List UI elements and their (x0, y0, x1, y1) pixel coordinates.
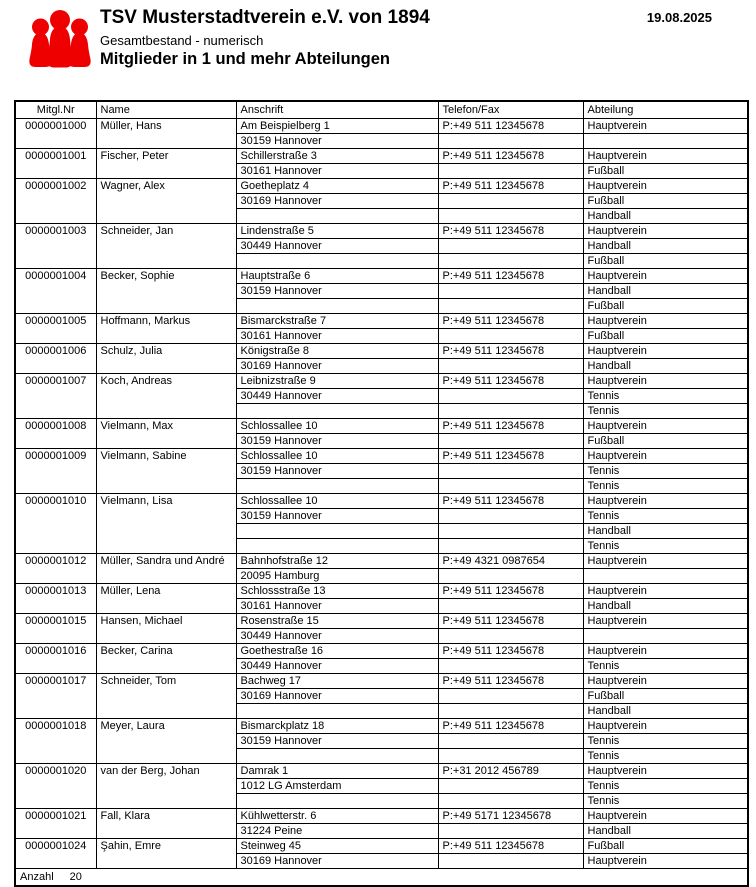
department-cell (583, 134, 748, 149)
member-name-cell: van der Berg, Johan (96, 764, 236, 809)
address-line-cell: 30169 Hannover (236, 194, 438, 209)
table-header-row (15, 101, 748, 119)
member-name-cell: Vielmann, Sabine (96, 449, 236, 494)
department-cell: Hauptverein (583, 719, 748, 734)
address-line-cell: Lindenstraße 5 (236, 224, 438, 239)
address-line-cell: 30169 Hannover (236, 689, 438, 704)
phone-cell (438, 464, 583, 479)
address-line-cell: 30159 Hannover (236, 734, 438, 749)
member-name-cell: Müller, Lena (96, 584, 236, 614)
department-cell: Fußball (583, 254, 748, 269)
phone-cell (438, 284, 583, 299)
member-number-cell: 0000001005 (15, 314, 96, 344)
department-cell: Fußball (583, 329, 748, 344)
phone-cell (438, 854, 583, 869)
phone-cell: P:+49 511 12345678 (438, 419, 583, 434)
member-name-cell: Fischer, Peter (96, 149, 236, 179)
phone-cell: P:+49 5171 12345678 (438, 809, 583, 824)
total-count-cell (15, 869, 748, 887)
address-line-cell: Bachweg 17 (236, 674, 438, 689)
phone-cell (438, 134, 583, 149)
address-line-cell (236, 704, 438, 719)
phone-cell (438, 359, 583, 374)
member-number-cell: 0000001003 (15, 224, 96, 269)
department-cell: Tennis (583, 479, 748, 494)
phone-cell (438, 329, 583, 344)
department-cell: Fußball (583, 299, 748, 314)
phone-cell (438, 404, 583, 419)
member-number-cell: 0000001021 (15, 809, 96, 839)
address-line-cell: Schlossallee 10 (236, 494, 438, 509)
department-cell: Hauptverein (583, 344, 748, 359)
member-name-cell: Meyer, Laura (96, 719, 236, 764)
phone-cell: P:+49 511 12345678 (438, 374, 583, 389)
member-name-cell: Müller, Hans (96, 119, 236, 149)
member-name-cell: Müller, Sandra und André (96, 554, 236, 584)
member-number-cell: 0000001004 (15, 269, 96, 314)
member-number-cell: 0000001016 (15, 644, 96, 674)
phone-cell (438, 524, 583, 539)
address-line-cell (236, 749, 438, 764)
member-number-cell: 0000001018 (15, 719, 96, 764)
member-row (15, 494, 748, 509)
phone-cell: P:+49 511 12345678 (438, 614, 583, 629)
department-cell: Handball (583, 209, 748, 224)
member-number-cell: 0000001008 (15, 419, 96, 449)
phone-cell: P:+49 511 12345678 (438, 224, 583, 239)
phone-cell (438, 479, 583, 494)
department-cell: Hauptverein (583, 119, 748, 134)
member-row (15, 269, 748, 284)
member-row (15, 119, 748, 134)
department-cell: Hauptverein (583, 374, 748, 389)
report-subtitle: Gesamtbestand - numerisch (100, 33, 264, 48)
department-cell (583, 629, 748, 644)
department-cell: Hauptverein (583, 269, 748, 284)
member-row (15, 419, 748, 434)
member-name-cell: Becker, Carina (96, 644, 236, 674)
address-line-cell: 30161 Hannover (236, 329, 438, 344)
address-line-cell (236, 209, 438, 224)
member-row (15, 809, 748, 824)
member-name-cell: Vielmann, Lisa (96, 494, 236, 554)
department-cell: Tennis (583, 389, 748, 404)
department-cell: Hauptverein (583, 584, 748, 599)
address-line-cell (236, 539, 438, 554)
report-header (0, 0, 756, 100)
club-members-pawns-icon (26, 8, 94, 70)
address-line-cell (236, 794, 438, 809)
address-line-cell: Hauptstraße 6 (236, 269, 438, 284)
address-line-cell: 1012 LG Amsterdam (236, 779, 438, 794)
department-cell: Hauptverein (583, 614, 748, 629)
club-title: TSV Musterstadtverein e.V. von 1894 (100, 7, 430, 28)
department-cell: Hauptverein (583, 674, 748, 689)
address-line-cell: 30159 Hannover (236, 509, 438, 524)
member-number-cell: 0000001001 (15, 149, 96, 179)
phone-cell: P:+49 511 12345678 (438, 149, 583, 164)
total-count-label: Anzahl (20, 870, 54, 883)
department-cell: Fußball (583, 689, 748, 704)
department-cell: Hauptverein (583, 224, 748, 239)
address-line-cell: 30159 Hannover (236, 284, 438, 299)
department-cell: Hauptverein (583, 764, 748, 779)
phone-cell (438, 539, 583, 554)
phone-cell: P:+49 511 12345678 (438, 269, 583, 284)
member-name-cell: Schneider, Jan (96, 224, 236, 269)
address-line-cell (236, 254, 438, 269)
address-line-cell: Leibnizstraße 9 (236, 374, 438, 389)
department-cell: Tennis (583, 464, 748, 479)
report-date: 19.08.2025 (646, 10, 712, 25)
phone-cell: P:+49 511 12345678 (438, 314, 583, 329)
address-line-cell: Bismarckstraße 7 (236, 314, 438, 329)
members-table (14, 100, 749, 887)
phone-cell (438, 209, 583, 224)
member-row (15, 149, 748, 164)
department-cell: Hauptverein (583, 854, 748, 869)
member-number-cell: 0000001024 (15, 839, 96, 869)
phone-cell: P:+49 511 12345678 (438, 584, 583, 599)
address-line-cell (236, 479, 438, 494)
address-line-cell: 30159 Hannover (236, 434, 438, 449)
phone-cell (438, 509, 583, 524)
address-line-cell: Schlossallee 10 (236, 419, 438, 434)
department-cell: Fußball (583, 194, 748, 209)
member-row (15, 584, 748, 599)
department-cell: Handball (583, 284, 748, 299)
member-name-cell: Koch, Andreas (96, 374, 236, 419)
address-line-cell: 30449 Hannover (236, 239, 438, 254)
phone-cell: P:+49 511 12345678 (438, 494, 583, 509)
phone-cell: P:+49 511 12345678 (438, 449, 583, 464)
address-line-cell: Schlossstraße 13 (236, 584, 438, 599)
column-header-abteilung: Abteilung (583, 101, 748, 119)
department-cell: Handball (583, 704, 748, 719)
member-number-cell: 0000001015 (15, 614, 96, 644)
address-line-cell: 30449 Hannover (236, 629, 438, 644)
phone-cell (438, 779, 583, 794)
department-cell: Hauptverein (583, 449, 748, 464)
phone-cell (438, 704, 583, 719)
address-line-cell: 30169 Hannover (236, 854, 438, 869)
phone-cell (438, 794, 583, 809)
member-name-cell: Vielmann, Max (96, 419, 236, 449)
department-cell: Handball (583, 359, 748, 374)
phone-cell: P:+49 511 12345678 (438, 119, 583, 134)
member-number-cell: 0000001006 (15, 344, 96, 374)
department-cell: Hauptverein (583, 644, 748, 659)
address-line-cell: Königstraße 8 (236, 344, 438, 359)
department-cell: Fußball (583, 839, 748, 854)
department-cell: Tennis (583, 734, 748, 749)
member-row (15, 764, 748, 779)
column-header-mitglnr: Mitgl.Nr (15, 101, 96, 119)
member-name-cell: Hansen, Michael (96, 614, 236, 644)
department-cell (583, 569, 748, 584)
phone-cell (438, 164, 583, 179)
header-titles (100, 6, 430, 70)
member-row (15, 644, 748, 659)
department-cell: Tennis (583, 509, 748, 524)
member-name-cell: Becker, Sophie (96, 269, 236, 314)
department-cell: Tennis (583, 404, 748, 419)
member-number-cell: 0000001010 (15, 494, 96, 554)
address-line-cell: Damrak 1 (236, 764, 438, 779)
phone-cell: P:+49 511 12345678 (438, 839, 583, 854)
department-cell: Hauptverein (583, 314, 748, 329)
phone-cell: P:+49 511 12345678 (438, 344, 583, 359)
phone-cell: P:+49 4321 0987654 (438, 554, 583, 569)
department-cell: Tennis (583, 659, 748, 674)
phone-cell: P:+31 2012 456789 (438, 764, 583, 779)
phone-cell (438, 749, 583, 764)
department-cell: Fußball (583, 434, 748, 449)
address-line-cell: Goethestraße 16 (236, 644, 438, 659)
member-number-cell: 0000001017 (15, 674, 96, 719)
address-line-cell: Schlossallee 10 (236, 449, 438, 464)
phone-cell (438, 734, 583, 749)
member-name-cell: Hoffmann, Markus (96, 314, 236, 344)
department-cell: Tennis (583, 749, 748, 764)
member-row (15, 614, 748, 629)
department-cell: Tennis (583, 539, 748, 554)
department-cell: Tennis (583, 794, 748, 809)
address-line-cell: 30159 Hannover (236, 134, 438, 149)
member-name-cell: Wagner, Alex (96, 179, 236, 224)
phone-cell (438, 659, 583, 674)
phone-cell (438, 194, 583, 209)
member-row (15, 374, 748, 389)
department-cell: Hauptverein (583, 149, 748, 164)
address-line-cell (236, 299, 438, 314)
phone-cell: P:+49 511 12345678 (438, 644, 583, 659)
phone-cell: P:+49 511 12345678 (438, 674, 583, 689)
column-header-name: Name (96, 101, 236, 119)
phone-cell (438, 239, 583, 254)
member-row (15, 224, 748, 239)
department-cell: Hauptverein (583, 419, 748, 434)
address-line-cell: 30449 Hannover (236, 659, 438, 674)
department-cell: Tennis (583, 779, 748, 794)
department-cell: Hauptverein (583, 179, 748, 194)
member-name-cell: Fall, Klara (96, 809, 236, 839)
address-line-cell (236, 404, 438, 419)
member-name-cell: Şahin, Emre (96, 839, 236, 869)
department-cell: Hauptverein (583, 809, 748, 824)
address-line-cell: 31224 Peine (236, 824, 438, 839)
member-number-cell: 0000001013 (15, 584, 96, 614)
department-cell: Hauptverein (583, 554, 748, 569)
address-line-cell: 30159 Hannover (236, 464, 438, 479)
address-line-cell: Goetheplatz 4 (236, 179, 438, 194)
member-number-cell: 0000001002 (15, 179, 96, 224)
address-line-cell (236, 524, 438, 539)
phone-cell (438, 629, 583, 644)
phone-cell (438, 434, 583, 449)
member-name-cell: Schulz, Julia (96, 344, 236, 374)
phone-cell (438, 599, 583, 614)
address-line-cell: Am Beispielberg 1 (236, 119, 438, 134)
address-line-cell: Bahnhofstraße 12 (236, 554, 438, 569)
phone-cell (438, 389, 583, 404)
member-number-cell: 0000001020 (15, 764, 96, 809)
member-number-cell: 0000001012 (15, 554, 96, 584)
department-cell: Handball (583, 824, 748, 839)
member-number-cell: 0000001000 (15, 119, 96, 149)
member-row (15, 344, 748, 359)
member-row (15, 674, 748, 689)
address-line-cell: Kühlwetterstr. 6 (236, 809, 438, 824)
department-cell: Hauptverein (583, 494, 748, 509)
department-cell: Handball (583, 524, 748, 539)
phone-cell (438, 824, 583, 839)
member-row (15, 179, 748, 194)
address-line-cell: 30161 Hannover (236, 164, 438, 179)
phone-cell: P:+49 511 12345678 (438, 179, 583, 194)
address-line-cell: Steinweg 45 (236, 839, 438, 854)
report-title: Mitglieder in 1 und mehr Abteilungen (100, 50, 390, 68)
address-line-cell: 20095 Hamburg (236, 569, 438, 584)
total-count-value: 20 (69, 870, 82, 883)
column-header-telefonfax: Telefon/Fax (438, 101, 583, 119)
phone-cell (438, 299, 583, 314)
department-cell: Handball (583, 599, 748, 614)
member-row (15, 839, 748, 854)
address-line-cell: Rosenstraße 15 (236, 614, 438, 629)
department-cell: Handball (583, 239, 748, 254)
member-row (15, 554, 748, 569)
column-header-anschrift: Anschrift (236, 101, 438, 119)
member-number-cell: 0000001007 (15, 374, 96, 419)
member-name-cell: Schneider, Tom (96, 674, 236, 719)
phone-cell (438, 689, 583, 704)
member-row (15, 314, 748, 329)
address-line-cell: Schillerstraße 3 (236, 149, 438, 164)
address-line-cell: 30449 Hannover (236, 389, 438, 404)
member-row (15, 719, 748, 734)
member-number-cell: 0000001009 (15, 449, 96, 494)
address-line-cell: 30169 Hannover (236, 359, 438, 374)
address-line-cell: 30161 Hannover (236, 599, 438, 614)
phone-cell: P:+49 511 12345678 (438, 719, 583, 734)
department-cell: Fußball (583, 164, 748, 179)
table-footer-row (15, 869, 748, 887)
phone-cell (438, 254, 583, 269)
address-line-cell: Bismarckplatz 18 (236, 719, 438, 734)
member-row (15, 449, 748, 464)
phone-cell (438, 569, 583, 584)
